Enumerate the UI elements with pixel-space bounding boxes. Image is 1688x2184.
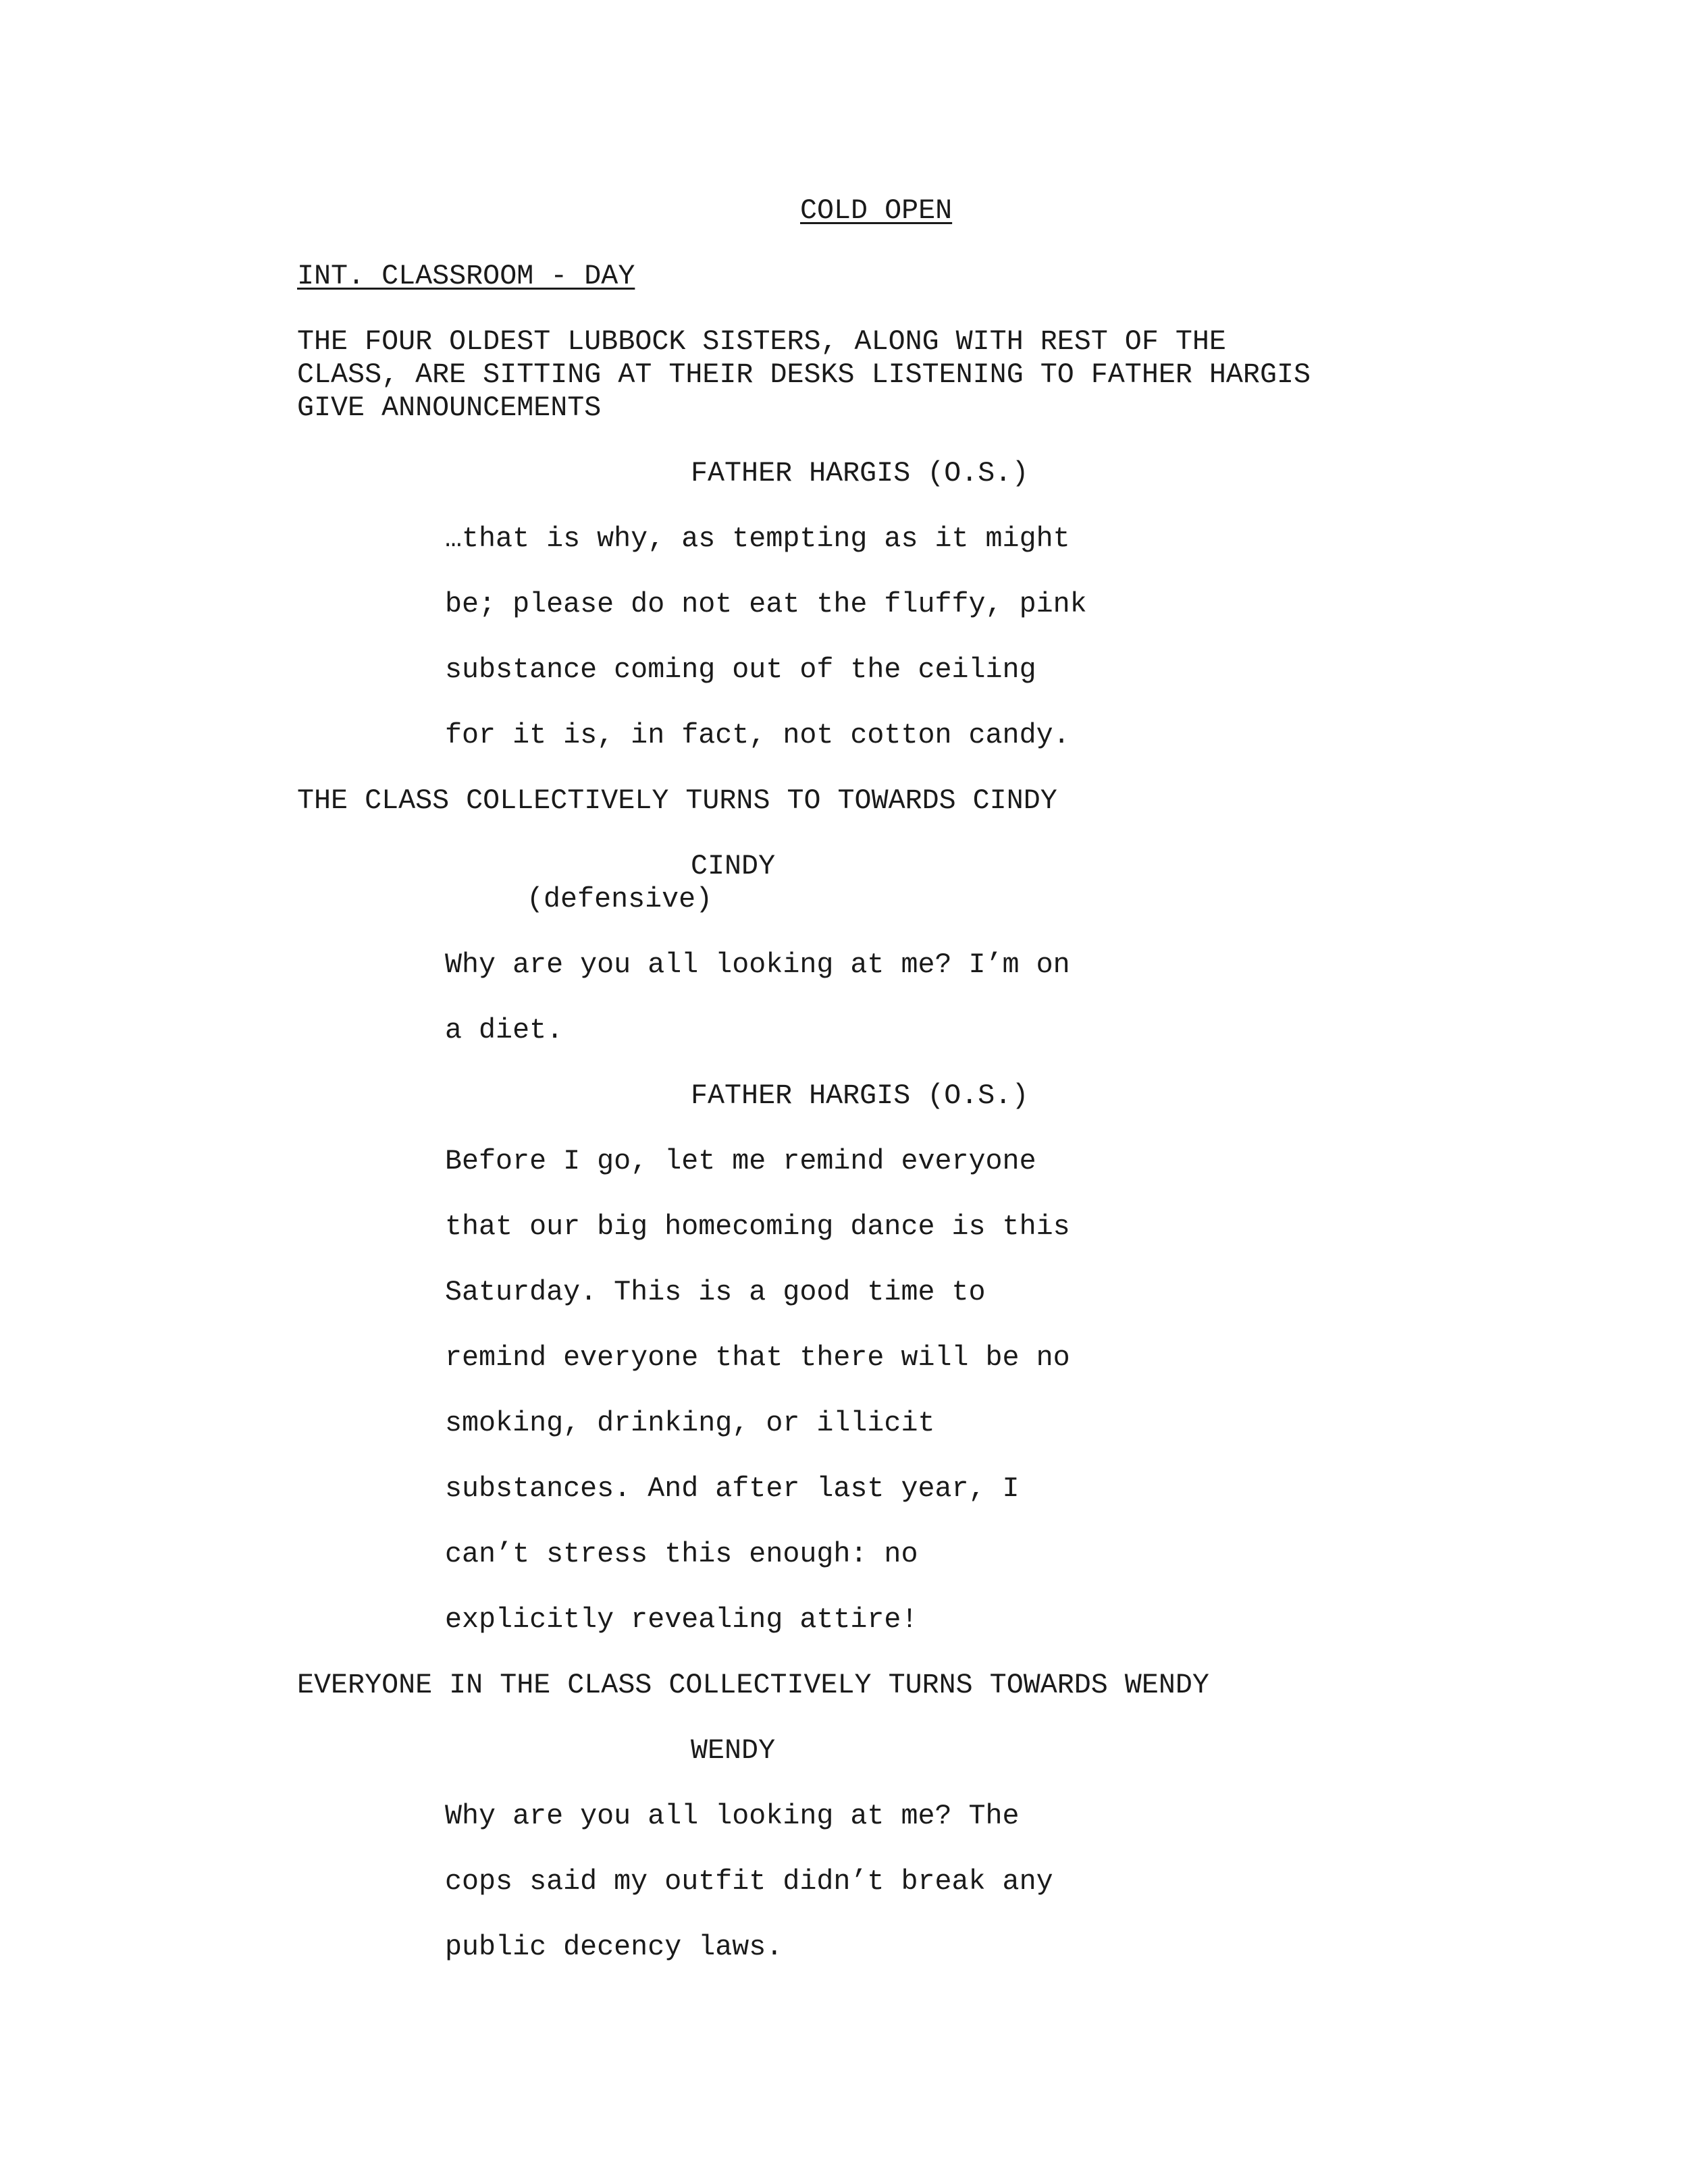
dialogue-line: smoking, drinking, or illicit [445,1407,935,1439]
dialogue-line: a diet. [445,1014,564,1046]
scene-title: COLD OPEN [800,194,953,227]
slugline: INT. CLASSROOM - DAY [297,260,635,292]
character-name: FATHER HARGIS (O.S.) [691,1080,1029,1112]
dialogue-line: Why are you all looking at me? I’m on [445,949,1070,981]
dialogue-line: public decency laws. [445,1931,783,1963]
action-line: THE CLASS COLLECTIVELY TURNS TO TOWARDS CINDY [297,784,1057,817]
dialogue-line: be; please do not eat the fluffy, pink [445,588,1087,620]
action-line: THE FOUR OLDEST LUBBOCK SISTERS, ALONG WITH REST OF THE [297,325,1226,358]
dialogue-line: substance coming out of the ceiling [445,654,1036,686]
action-line: CLASS, ARE SITTING AT THEIR DESKS LISTENING TO FATHER HARGIS [297,358,1311,391]
dialogue-line: cops said my outfit didn’t break any [445,1865,1053,1898]
character-name: WENDY [691,1734,776,1767]
character-name: CINDY [691,850,776,882]
dialogue-line: that our big homecoming dance is this [445,1210,1070,1243]
dialogue-line: Before I go, let me remind everyone [445,1145,1036,1177]
dialogue-line: can’t stress this enough: no [445,1538,918,1570]
parenthetical: (defensive) [527,883,713,915]
dialogue-line: …that is why, as tempting as it might [445,523,1070,555]
character-name: FATHER HARGIS (O.S.) [691,457,1029,489]
action-line: GIVE ANNOUNCEMENTS [297,392,602,424]
dialogue-line: substances. And after last year, I [445,1472,1020,1505]
dialogue-line: Saturday. This is a good time to [445,1276,986,1308]
dialogue-line: for it is, in fact, not cotton candy. [445,719,1070,751]
dialogue-line: remind everyone that there will be no [445,1341,1070,1374]
dialogue-line: Why are you all looking at me? The [445,1800,1020,1832]
action-line: EVERYONE IN THE CLASS COLLECTIVELY TURNS TOWARDS WENDY [297,1669,1209,1701]
dialogue-line: explicitly revealing attire! [445,1603,918,1636]
